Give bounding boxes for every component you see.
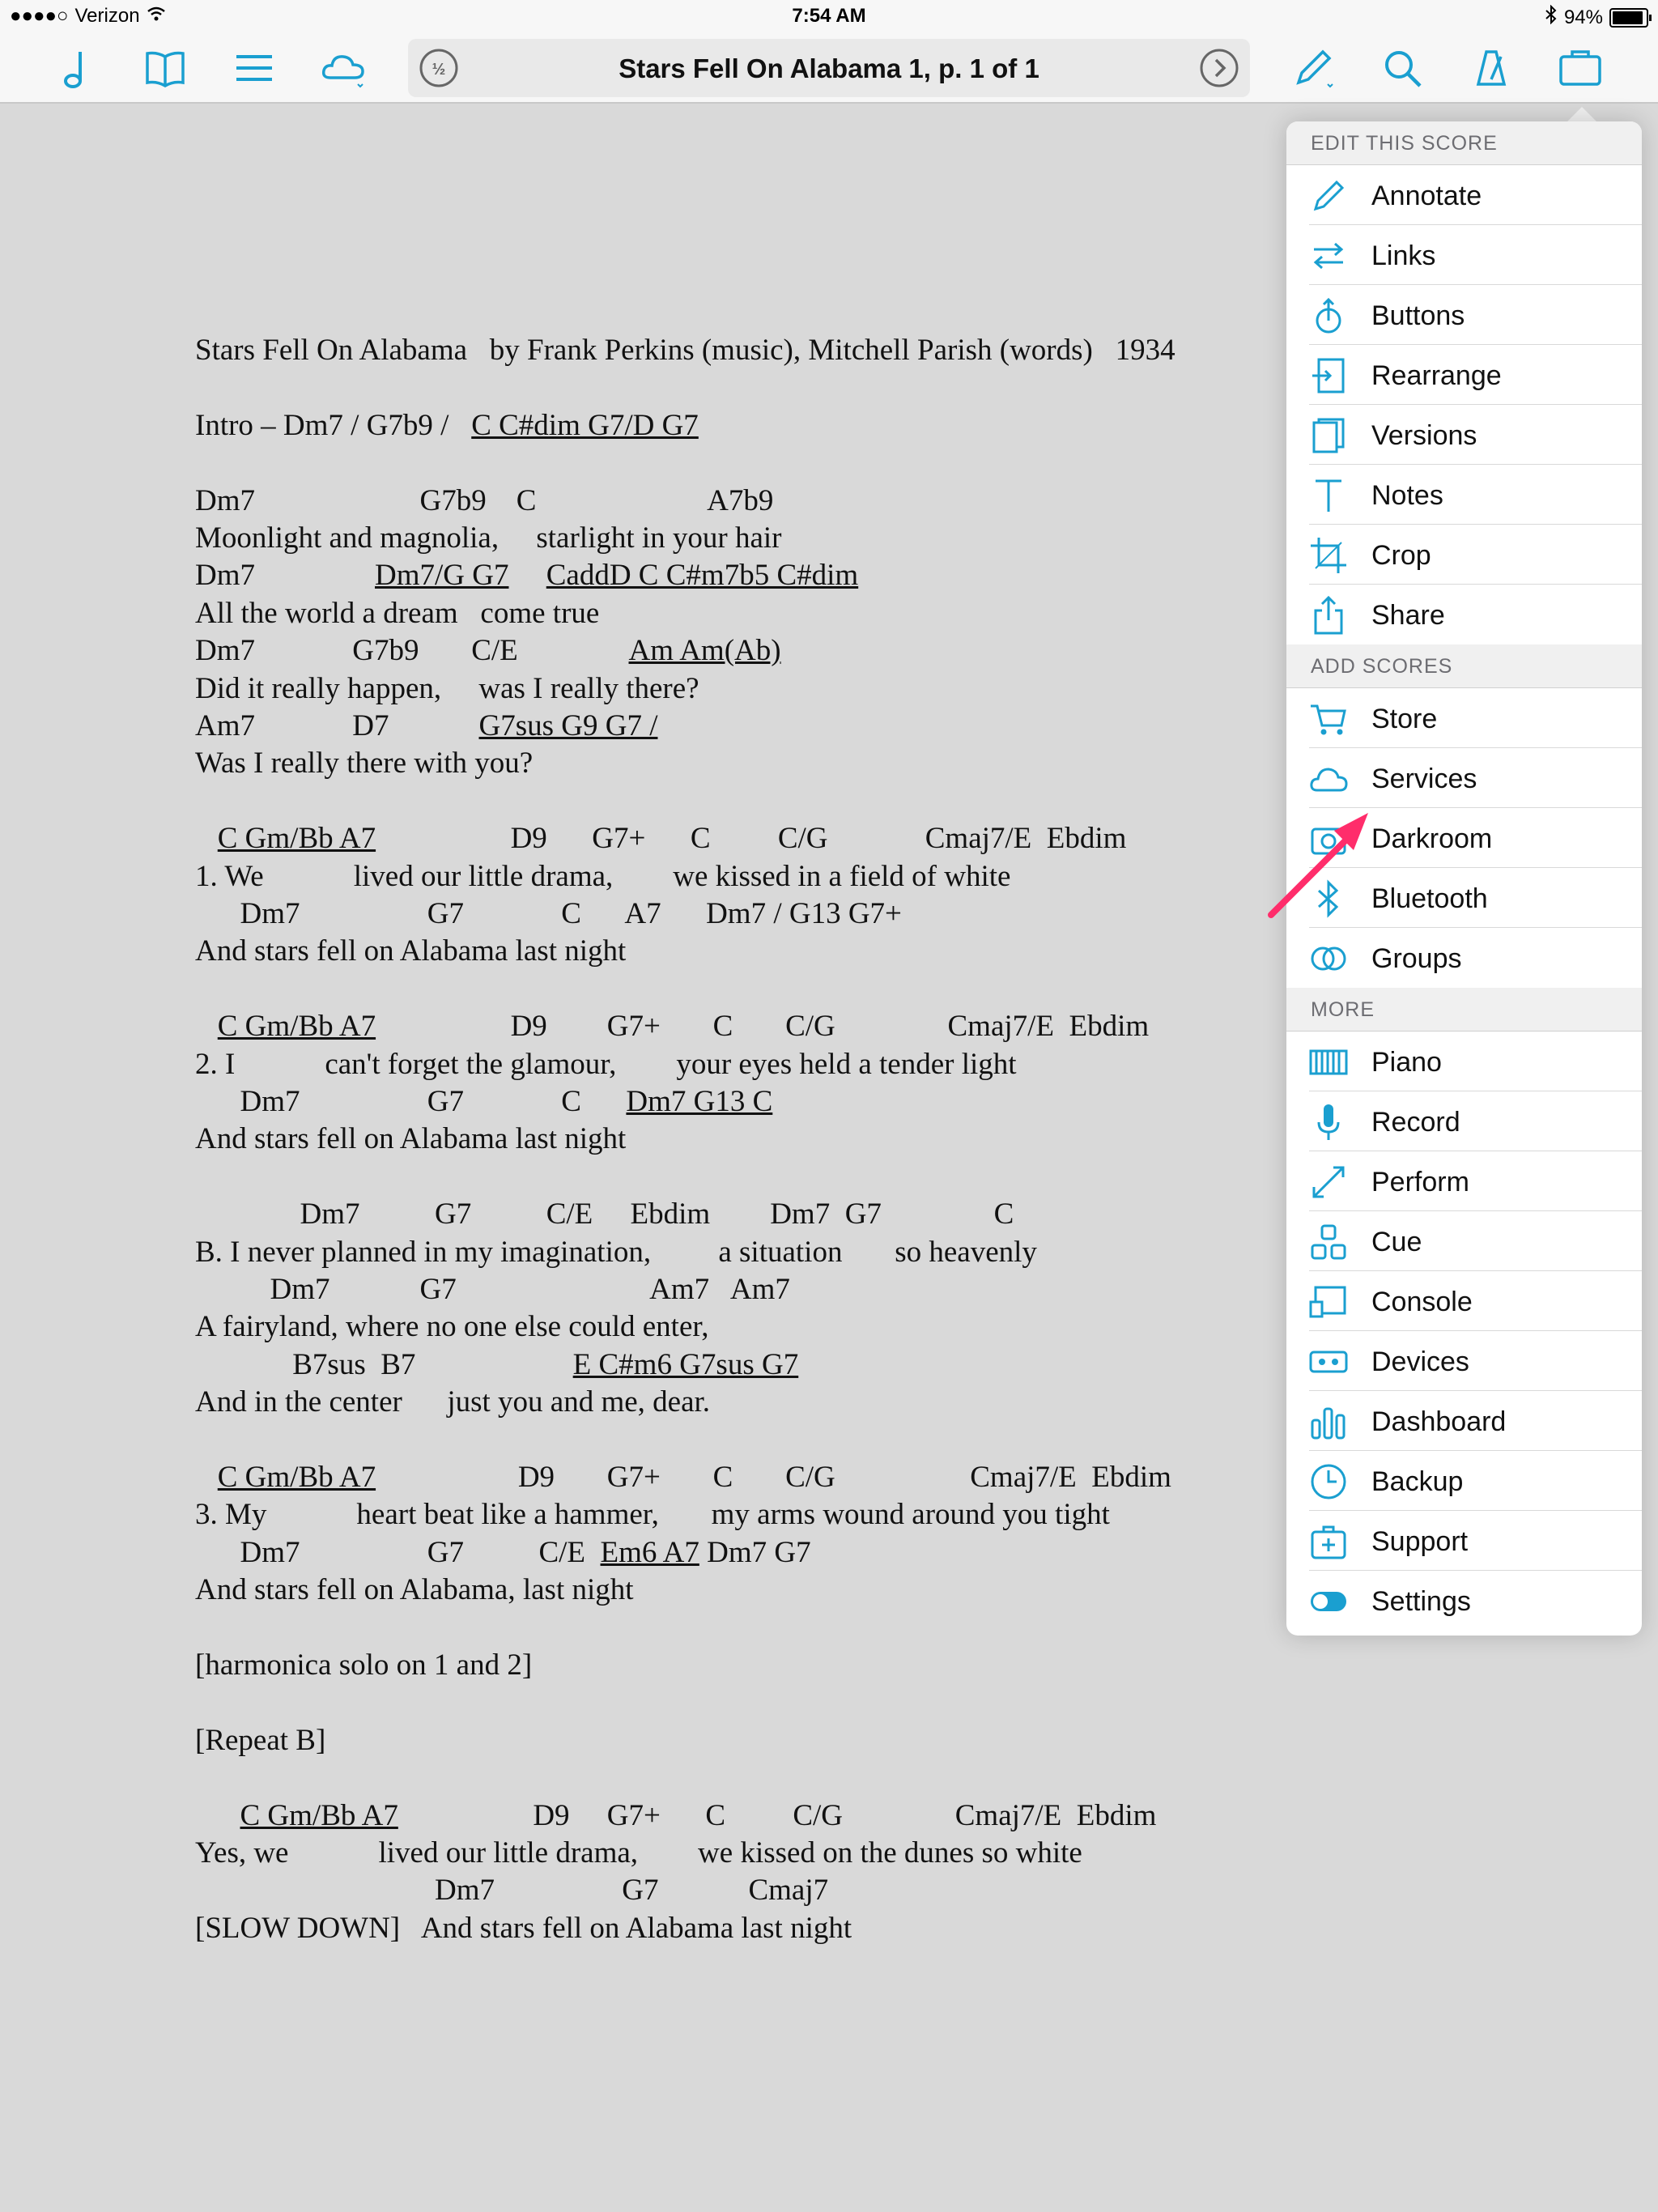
- score-line: [195, 1384, 710, 1421]
- chord-group-underlined: C Gm/Bb A7: [217, 1461, 376, 1494]
- menu-item-label: Groups: [1371, 943, 1462, 974]
- score-text: Intro – Dm7 / G7b9 /: [195, 409, 472, 442]
- menu-item-annotate[interactable]: [1309, 165, 1642, 225]
- menu-item-groups[interactable]: [1309, 928, 1642, 988]
- dashboard-icon: [1309, 1402, 1348, 1441]
- score-line: [195, 1271, 790, 1308]
- metronome-icon[interactable]: [1467, 44, 1516, 92]
- score-text: And stars fell on Alabama last night: [195, 1122, 627, 1155]
- devices-icon: [1309, 1342, 1348, 1381]
- score-line: [195, 1647, 532, 1684]
- menu-item-rearrange[interactable]: [1309, 345, 1642, 405]
- menu-item-label: Notes: [1371, 480, 1443, 511]
- menu-section: [1286, 1032, 1642, 1631]
- menu-item-store[interactable]: [1309, 688, 1642, 748]
- score-text: D9 G7+ C C/G Cmaj7/E Ebdim: [376, 1010, 1150, 1043]
- score-text: Dm7 G7 C/E: [195, 1536, 601, 1569]
- score-text: [195, 822, 218, 855]
- annotation-arrow: [1263, 802, 1384, 923]
- pencil-icon: [1309, 177, 1348, 215]
- score-text: Dm7 G7: [699, 1536, 811, 1569]
- menu-section: [1286, 165, 1642, 644]
- menu-item-label: Piano: [1371, 1047, 1442, 1078]
- chord-group-underlined: Dm7 G13 C: [626, 1085, 773, 1118]
- cart-icon: [1309, 700, 1348, 738]
- score-line: [195, 1872, 828, 1909]
- menu-item-cue[interactable]: [1309, 1211, 1642, 1271]
- score-text: Stars Fell On Alabama by Frank Perkins (music), Mitchell Parish (words) 1934: [195, 334, 1175, 367]
- score-text: Dm7 G7 C/E Ebdim Dm7 G7 C: [195, 1197, 1014, 1231]
- menu-item-label: Support: [1371, 1526, 1469, 1557]
- score-line: [195, 1797, 1156, 1835]
- menu-item-links[interactable]: [1309, 225, 1642, 285]
- versions-icon: [1309, 416, 1348, 455]
- battery-percent: 94%: [1563, 6, 1603, 28]
- score-line: [195, 745, 533, 782]
- piano-icon: [1309, 1043, 1348, 1082]
- menu-item-label: Cue: [1371, 1227, 1422, 1257]
- score-line: [195, 1534, 811, 1572]
- cloud-icon: [1309, 759, 1348, 798]
- score-text: Was I really there with you?: [195, 747, 534, 780]
- score-text: B7sus B7: [195, 1348, 573, 1381]
- menu-item-label: Rearrange: [1371, 360, 1502, 391]
- score-text: B. I never planned in my imagination, a situation so heavenly: [195, 1236, 1037, 1269]
- menu-item-label: Record: [1371, 1107, 1460, 1138]
- score-line: [195, 483, 773, 520]
- toolbox-icon[interactable]: [1556, 44, 1605, 92]
- menu-item-backup[interactable]: [1309, 1451, 1642, 1511]
- score-line: [195, 670, 699, 708]
- menu-item-label: Buttons: [1371, 300, 1465, 331]
- score-text: Dm7 G7 Cmaj7: [195, 1874, 829, 1907]
- score-text: Dm7 G7b9 C/E: [195, 634, 629, 667]
- menu-item-services[interactable]: [1309, 748, 1642, 808]
- score-text: [harmonica solo on 1 and 2]: [195, 1648, 533, 1682]
- clock-icon: [1309, 1462, 1348, 1501]
- status-right: [1545, 5, 1648, 30]
- menu-item-label: Annotate: [1371, 181, 1482, 211]
- chord-group-underlined: Am Am(Ab): [628, 634, 781, 667]
- score-text: Did it really happen, was I really there?: [195, 672, 699, 705]
- menu-item-support[interactable]: [1309, 1511, 1642, 1571]
- menu-item-label: Versions: [1371, 420, 1477, 451]
- menu-arrow: [1566, 107, 1598, 123]
- menu-item-share[interactable]: [1309, 585, 1642, 644]
- score-text: Dm7: [195, 559, 375, 592]
- menu-item-record[interactable]: [1309, 1091, 1642, 1151]
- menu-item-label: Links: [1371, 240, 1436, 271]
- score-text: Dm7 G7 C A7 Dm7 / G13 G7+: [195, 897, 902, 930]
- score-text: Moonlight and magnolia, starlight in your hair: [195, 521, 782, 555]
- menu-item-label: Settings: [1371, 1586, 1471, 1617]
- battery-fill: [1613, 11, 1643, 24]
- score-line: [195, 1008, 1149, 1045]
- chord-group-underlined: C Gm/Bb A7: [240, 1799, 398, 1832]
- score-line: [195, 632, 781, 670]
- score-line: [195, 708, 657, 745]
- note-icon[interactable]: [53, 44, 102, 92]
- score-line: [195, 933, 626, 970]
- rearrange-icon: [1309, 356, 1348, 395]
- score-text: [195, 1799, 240, 1832]
- menu-item-console[interactable]: [1309, 1271, 1642, 1331]
- pencil-icon[interactable]: [1289, 44, 1337, 92]
- console-icon: [1309, 1283, 1348, 1321]
- menu-item-perform[interactable]: [1309, 1151, 1642, 1211]
- score-line: [195, 557, 858, 594]
- score-line: [195, 895, 902, 933]
- status-time: 7:54 AM: [792, 5, 866, 27]
- score-line: [195, 1121, 626, 1158]
- score-text: [195, 1010, 218, 1043]
- menu-item-label: Crop: [1371, 540, 1431, 571]
- score-text: D9 G7+ C C/G Cmaj7/E Ebdim: [376, 1461, 1171, 1494]
- buttons-icon: [1309, 296, 1348, 335]
- title-bar[interactable]: [408, 39, 1250, 97]
- score-line: [195, 1722, 325, 1759]
- score-text: Dm7 G7b9 C A7b9: [195, 484, 774, 517]
- score-line: [195, 1459, 1171, 1496]
- score-text: Am7 D7: [195, 709, 479, 742]
- score-text: And in the center just you and me, dear.: [195, 1385, 711, 1419]
- microphone-icon: [1309, 1103, 1348, 1142]
- score-line: [195, 1308, 708, 1346]
- menu-item-label: Devices: [1371, 1346, 1469, 1377]
- score-line: [195, 1496, 1110, 1534]
- score-text: D9 G7+ C C/G Cmaj7/E Ebdim: [397, 1799, 1157, 1832]
- bluetooth-status-icon: [1545, 5, 1558, 30]
- menu-item-label: Backup: [1371, 1466, 1464, 1497]
- menu-item-label: Services: [1371, 764, 1477, 794]
- share-icon: [1309, 596, 1348, 635]
- battery-icon: [1609, 8, 1648, 28]
- menu-item-dashboard[interactable]: [1309, 1391, 1642, 1451]
- toggle-icon: [1309, 1582, 1348, 1621]
- score-line: [195, 820, 1126, 857]
- score-line: [195, 1196, 1014, 1233]
- menu-item-label: Bluetooth: [1371, 883, 1488, 914]
- score-text: Dm7 G7 Am7 Am7: [195, 1273, 790, 1306]
- crop-icon: [1309, 536, 1348, 575]
- chord-group-underlined: CaddD C C#m7b5 C#dim: [546, 559, 859, 592]
- score-text: 3. My heart beat like a hammer, my arms wound around you tight: [195, 1498, 1110, 1531]
- score-text: A fairyland, where no one else could enter,: [195, 1310, 709, 1343]
- score-line: [195, 1572, 634, 1609]
- chord-group-underlined: C Gm/Bb A7: [217, 1010, 376, 1043]
- menu-item-notes[interactable]: [1309, 465, 1642, 525]
- menu-item-crop[interactable]: [1309, 525, 1642, 585]
- notes-icon: [1309, 476, 1348, 515]
- score-text: All the world a dream come true: [195, 597, 600, 630]
- score-text: Yes, we lived our little drama, we kissed on the dunes so white: [195, 1836, 1082, 1870]
- support-icon: [1309, 1522, 1348, 1561]
- chord-group-underlined: Em6 A7: [600, 1536, 699, 1569]
- menu-item-label: Perform: [1371, 1167, 1469, 1197]
- score-text: [195, 1461, 218, 1494]
- menu-item-label: Share: [1371, 600, 1445, 631]
- menu-item-label: Store: [1371, 704, 1438, 734]
- signal-dots: ●●●●○: [10, 5, 69, 27]
- expand-icon: [1309, 1163, 1348, 1202]
- list-icon[interactable]: [230, 44, 278, 92]
- score-line: [195, 1835, 1082, 1872]
- score-text: [Repeat B]: [195, 1724, 326, 1757]
- score-line: [195, 858, 1010, 895]
- chord-group-underlined: C C#dim G7/D G7: [471, 409, 699, 442]
- score-title: Stars Fell On Alabama 1, p. 1 of 1: [619, 53, 1039, 83]
- menu-item-devices[interactable]: [1309, 1331, 1642, 1391]
- score-text: Dm7 G7 C: [195, 1085, 627, 1118]
- menu-item-buttons[interactable]: [1309, 285, 1642, 345]
- toolbar: [0, 32, 1658, 104]
- chord-group-underlined: Dm7/G G7: [375, 559, 509, 592]
- chord-group-underlined: G7sus G9 G7 /: [478, 709, 658, 742]
- links-icon: [1309, 236, 1348, 275]
- score-text: D9 G7+ C C/G Cmaj7/E Ebdim: [376, 822, 1127, 855]
- cloud-icon[interactable]: [319, 44, 368, 92]
- groups-icon: [1309, 939, 1348, 978]
- score-line: [195, 1910, 852, 1947]
- menu-item-label: Dashboard: [1371, 1406, 1507, 1437]
- menu-item-label: Console: [1371, 1287, 1473, 1317]
- half-label: ½: [432, 61, 446, 79]
- carrier-label: Verizon: [74, 5, 140, 27]
- chord-group-underlined: E C#m6 G7sus G7: [572, 1348, 799, 1381]
- score-text: [SLOW DOWN] And stars fell on Alabama last night: [195, 1912, 852, 1945]
- score-text: And stars fell on Alabama last night: [195, 934, 627, 968]
- score-text: 2. I can't forget the glamour, your eyes held a tender light: [195, 1048, 1017, 1081]
- search-icon[interactable]: [1378, 44, 1426, 92]
- section-header: ADD SCORES: [1286, 644, 1642, 688]
- score-line: [195, 1046, 1017, 1083]
- score-text: [508, 559, 546, 592]
- score-text: And stars fell on Alabama, last night: [195, 1573, 634, 1606]
- book-icon[interactable]: [141, 44, 189, 92]
- menu-item-piano[interactable]: [1309, 1032, 1642, 1091]
- score-line: [195, 332, 1175, 369]
- menu-item-label: Darkroom: [1371, 823, 1493, 854]
- chord-group-underlined: C Gm/Bb A7: [217, 822, 376, 855]
- score-line: [195, 1346, 798, 1384]
- next-icon[interactable]: [1197, 45, 1242, 91]
- menu-item-versions[interactable]: [1309, 405, 1642, 465]
- cue-icon: [1309, 1223, 1348, 1261]
- score-line: [195, 1083, 772, 1121]
- status-bar: [0, 0, 1658, 32]
- score-text: 1. We lived our little drama, we kissed in a field of white: [195, 860, 1011, 893]
- score-line: [195, 1234, 1037, 1271]
- score-line: [195, 595, 599, 632]
- score-line: [195, 520, 781, 557]
- score-line: [195, 407, 699, 445]
- section-header: EDIT THIS SCORE: [1286, 121, 1642, 165]
- menu-item-settings[interactable]: [1309, 1571, 1642, 1631]
- section-header: MORE: [1286, 988, 1642, 1032]
